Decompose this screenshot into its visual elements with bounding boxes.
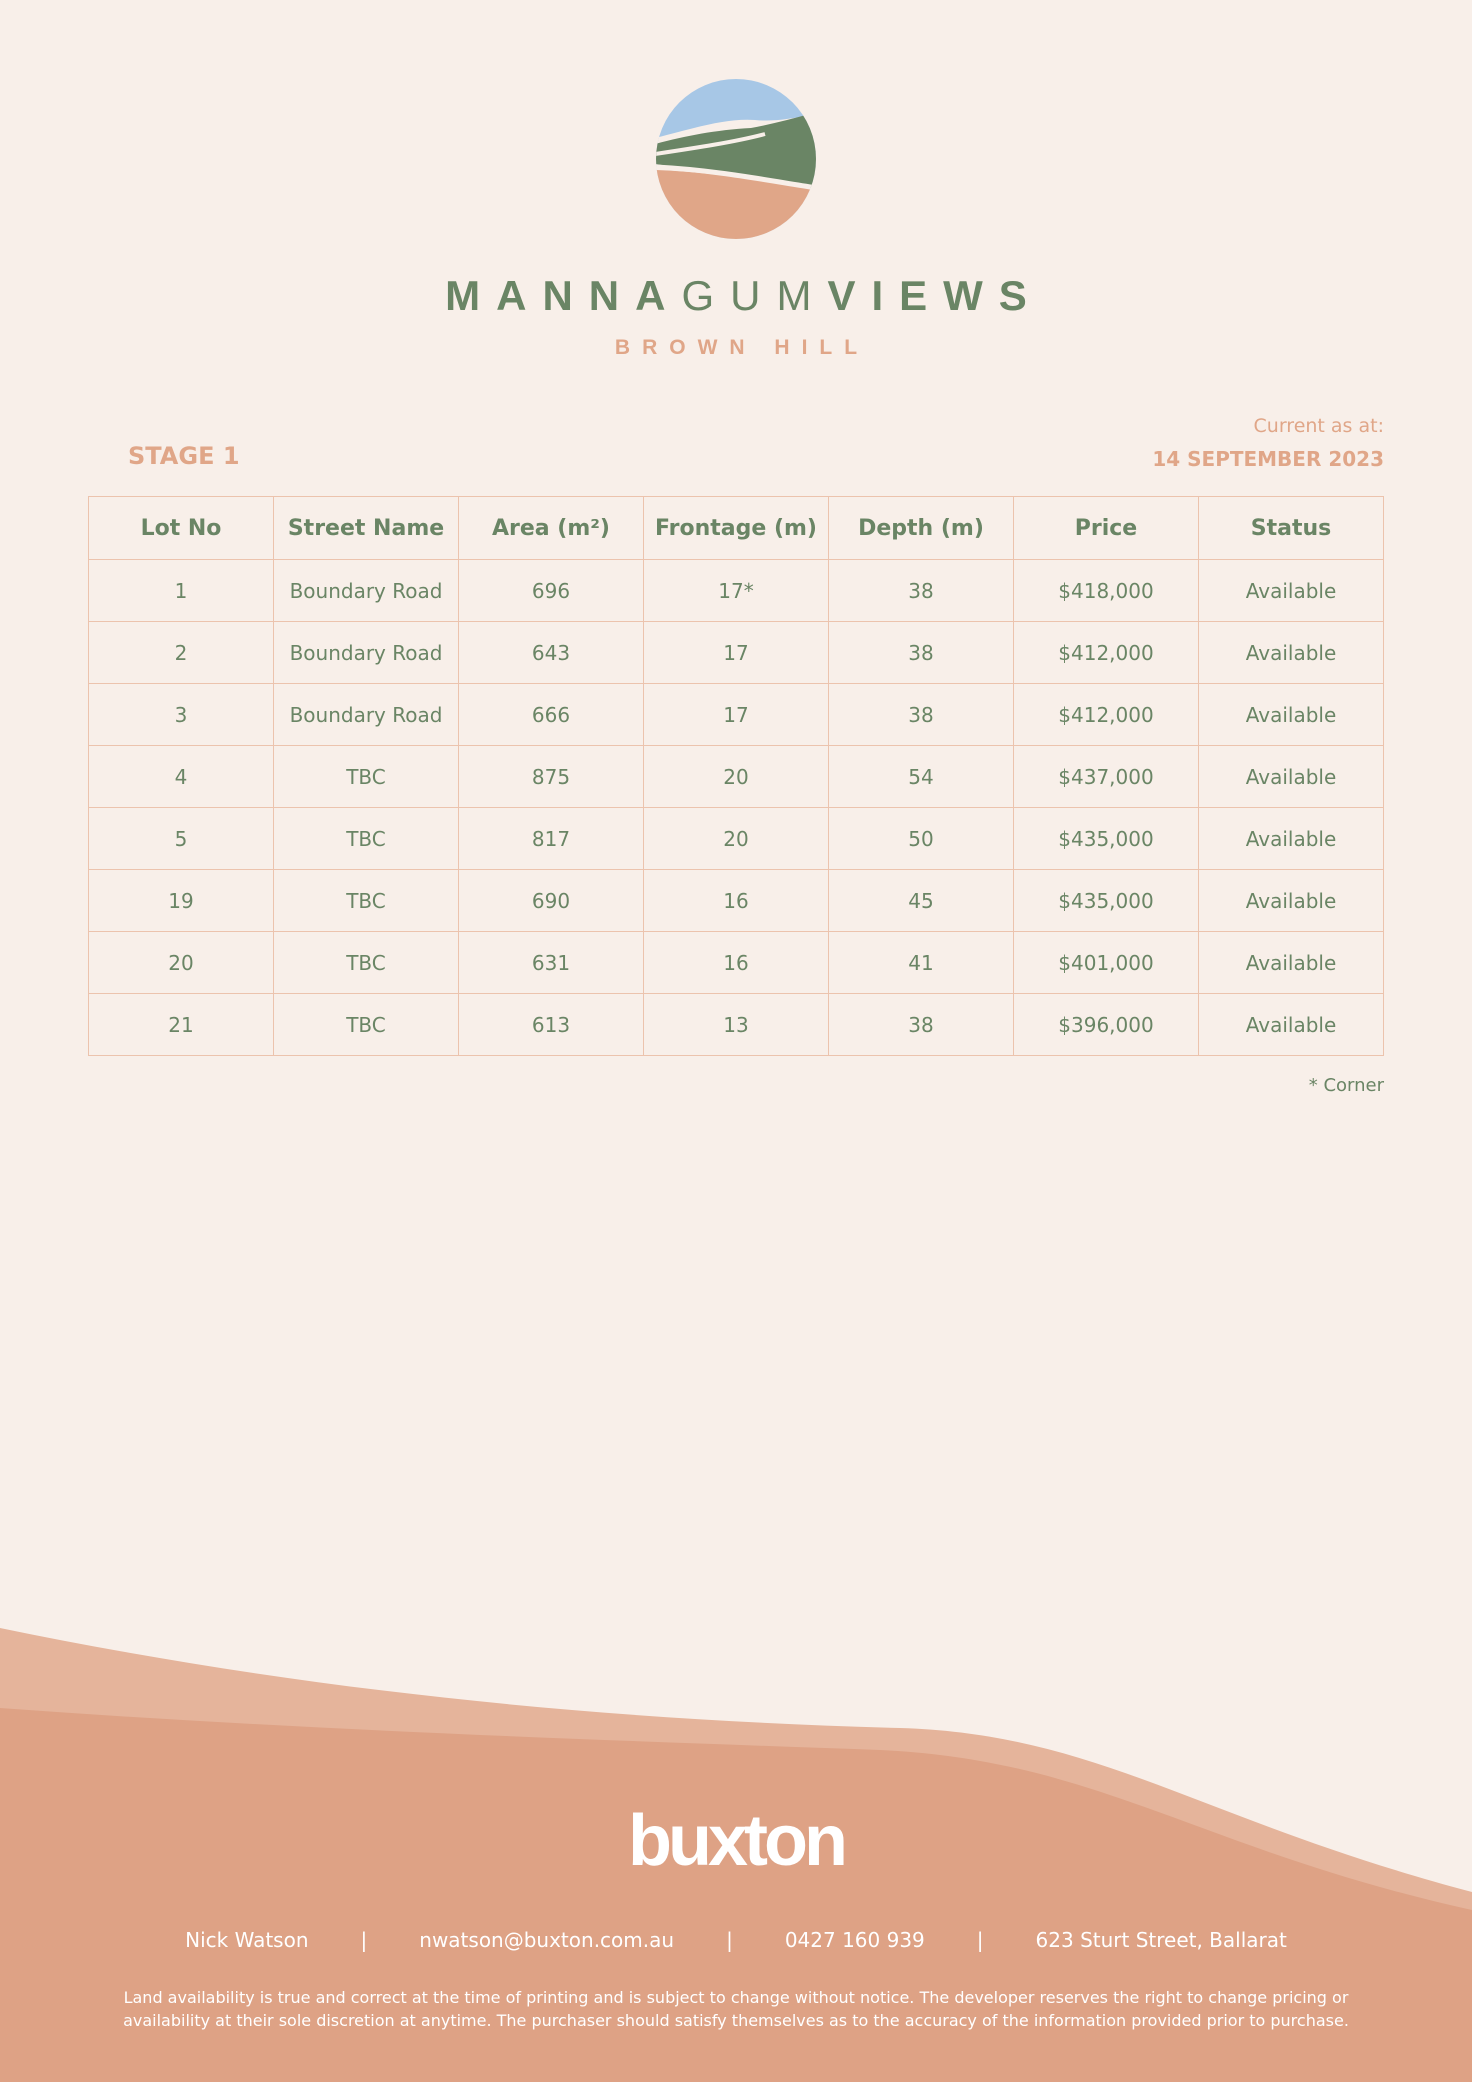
lot-no-cell: 19 <box>89 870 274 932</box>
contact-phone[interactable]: 0427 160 939 <box>784 1928 925 1952</box>
header-depth: Depth (m) <box>829 497 1014 560</box>
disclaimer: Land availability is true and correct at the time of printing and is subject to change without notice. The developer reserves the right to change pricing or availability at their sole discretion at anytime. The purchaser should satisfy themselves as to the accuracy of the information provided prior to purchase. <box>123 1988 1349 2030</box>
area-cell: 666 <box>459 684 644 746</box>
separator: | <box>726 1928 733 1952</box>
table-row <box>89 932 1384 994</box>
lot-no-cell: 5 <box>89 808 274 870</box>
price-cell: $435,000 <box>1014 808 1199 870</box>
lot-no-cell: 21 <box>89 994 274 1056</box>
brand-subtitle: BROWN HILL <box>614 336 870 359</box>
lot-no-cell: 4 <box>89 746 274 808</box>
street-name-cell: Boundary Road <box>274 560 459 622</box>
depth-cell: 50 <box>829 808 1014 870</box>
frontage-cell: 17* <box>644 560 829 622</box>
depth-cell: 38 <box>829 622 1014 684</box>
area-cell: 875 <box>459 746 644 808</box>
lots-table <box>88 496 1384 1056</box>
area-cell: 643 <box>459 622 644 684</box>
table-row <box>89 994 1384 1056</box>
frontage-cell: 20 <box>644 746 829 808</box>
contact-name: Nick Watson <box>185 1928 309 1952</box>
price-cell: $435,000 <box>1014 870 1199 932</box>
brand-name <box>0 272 1472 320</box>
area-cell: 613 <box>459 994 644 1056</box>
frontage-cell: 20 <box>644 808 829 870</box>
corner-footnote: * Corner <box>1308 1075 1384 1096</box>
table-header-row <box>89 497 1384 560</box>
area-cell: 631 <box>459 932 644 994</box>
area-cell: 690 <box>459 870 644 932</box>
price-cell: $401,000 <box>1014 932 1199 994</box>
brand-name-part1: MANNA <box>445 272 682 319</box>
header-price: Price <box>1014 497 1199 560</box>
street-name-cell: TBC <box>274 808 459 870</box>
status-cell: Available <box>1199 560 1384 622</box>
separator: | <box>976 1928 984 1952</box>
separator: | <box>360 1928 368 1952</box>
status-cell: Available <box>1199 870 1384 932</box>
lot-no-cell: 1 <box>89 560 274 622</box>
status-cell: Available <box>1199 932 1384 994</box>
brand-name-part3: VIEWS <box>827 272 1043 319</box>
area-cell: 696 <box>459 560 644 622</box>
frontage-cell: 17 <box>644 622 829 684</box>
table-row <box>89 808 1384 870</box>
street-name-cell: Boundary Road <box>274 622 459 684</box>
table-row <box>89 746 1384 808</box>
brand-name-part2: GUM <box>681 272 828 319</box>
header-frontage: Frontage (m) <box>644 497 829 560</box>
depth-cell: 38 <box>829 994 1014 1056</box>
frontage-cell: 16 <box>644 932 829 994</box>
contact-email[interactable]: nwatson@buxton.com.au <box>419 1928 675 1952</box>
depth-cell: 54 <box>829 746 1014 808</box>
street-name-cell: TBC <box>274 746 459 808</box>
lot-no-cell: 20 <box>89 932 274 994</box>
table-row <box>89 622 1384 684</box>
status-cell: Available <box>1199 622 1384 684</box>
stage-title: STAGE 1 <box>128 442 240 470</box>
header-street-name: Street Name <box>274 497 459 560</box>
price-cell: $412,000 <box>1014 622 1199 684</box>
depth-cell: 45 <box>829 870 1014 932</box>
price-cell: $412,000 <box>1014 684 1199 746</box>
price-cell: $396,000 <box>1014 994 1199 1056</box>
header-status: Status <box>1199 497 1384 560</box>
depth-cell: 41 <box>829 932 1014 994</box>
price-cell: $418,000 <box>1014 560 1199 622</box>
frontage-cell: 16 <box>644 870 829 932</box>
table-row <box>89 870 1384 932</box>
status-cell: Available <box>1199 684 1384 746</box>
header-lot-no: Lot No <box>89 497 274 560</box>
area-cell: 817 <box>459 808 644 870</box>
current-date: 14 SEPTEMBER 2023 <box>1152 447 1384 471</box>
frontage-cell: 17 <box>644 684 829 746</box>
current-as-at-label: Current as at: <box>1253 415 1384 437</box>
table-row <box>89 560 1384 622</box>
price-cell: $437,000 <box>1014 746 1199 808</box>
street-name-cell: Boundary Road <box>274 684 459 746</box>
status-cell: Available <box>1199 746 1384 808</box>
contact-row <box>0 1928 1472 1952</box>
header-area: Area (m²) <box>459 497 644 560</box>
depth-cell: 38 <box>829 560 1014 622</box>
street-name-cell: TBC <box>274 994 459 1056</box>
status-cell: Available <box>1199 808 1384 870</box>
depth-cell: 38 <box>829 684 1014 746</box>
street-name-cell: TBC <box>274 870 459 932</box>
table-row <box>89 684 1384 746</box>
buxton-logo: buxton <box>628 1801 844 1881</box>
lot-no-cell: 3 <box>89 684 274 746</box>
contact-address: 623 Sturt Street, Ballarat <box>1035 1928 1287 1952</box>
frontage-cell: 13 <box>644 994 829 1056</box>
landscape-circle-icon <box>655 78 817 240</box>
status-cell: Available <box>1199 994 1384 1056</box>
street-name-cell: TBC <box>274 932 459 994</box>
lot-no-cell: 2 <box>89 622 274 684</box>
